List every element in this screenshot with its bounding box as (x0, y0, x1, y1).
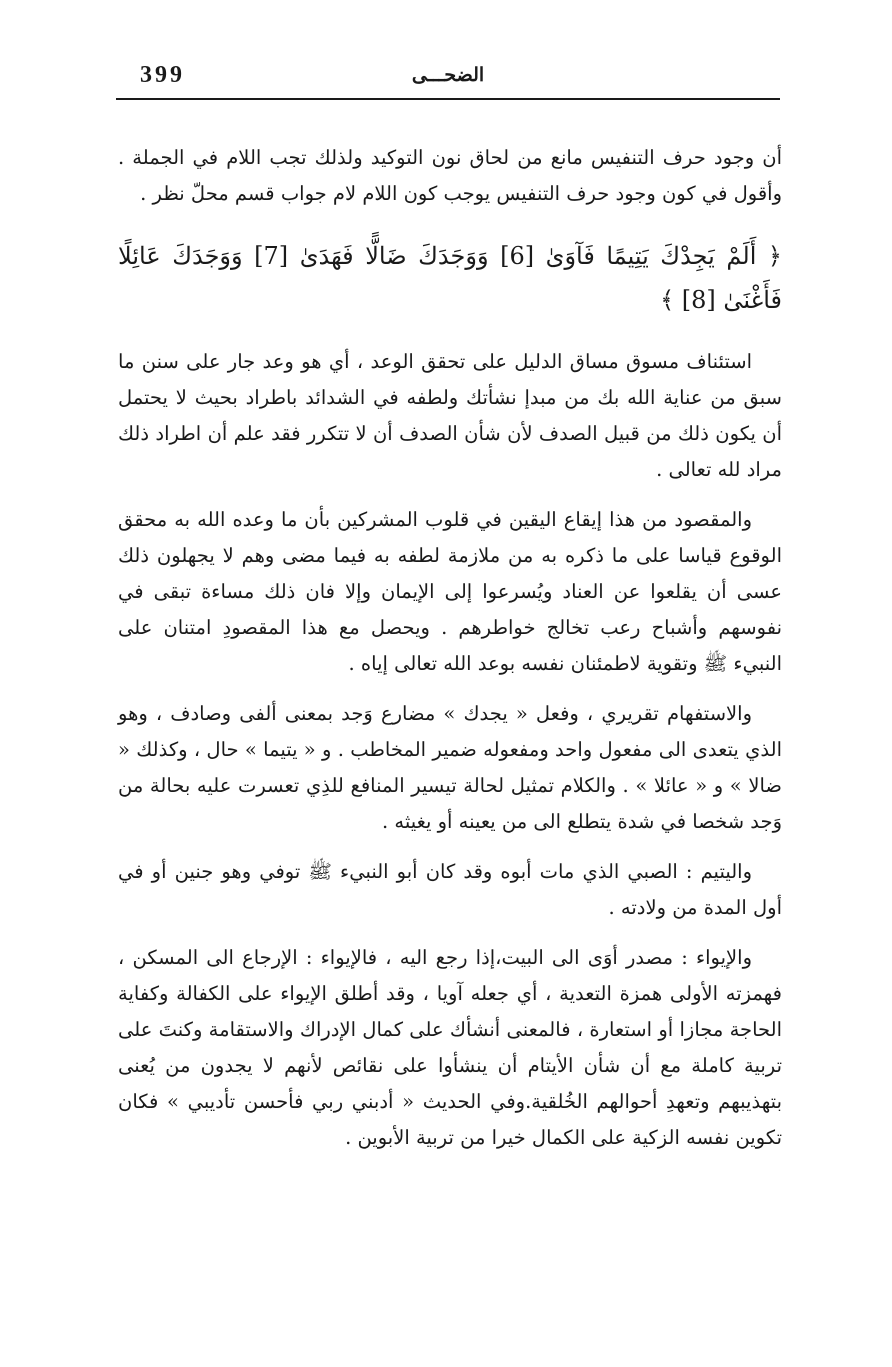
header-rule (116, 98, 780, 100)
page-header (116, 58, 780, 100)
paragraph-6: والإيواء : مصدر أوَى الى البيت،إذا رجع اليه ، فالإيواء : الإرجاع الى المسكن ، فهمزته الأولى همزة التعدية ، أي جعله آويا ، وقد أطلق الإيواء على الكفالة وكفاية الحاجة مجازا أو استعارة ، فالمعنى أنشأك على كمال الإدراك والاستقامة وكنتَ على تربية كاملة مع أن شأن الأيتام أن ينشأوا على نقائص لأنهم لا يجدون من يُعنى بتهذيبهم وتعهدِ أحوالهم الخُلقية.وفي الحديث « أدبني ربي فأحسن تأديبي » فكان تكوين نفسه الزكية على الكمال خيرا من تربية الأبوين . (118, 946, 782, 1149)
paragraph-5: واليتيم : الصبي الذي مات أبوه وقد كان أبو النبيء ﷺ توفي وهو جنين أو في أول المدة من ولادته . (118, 860, 782, 919)
quran-verse: ﴿ أَلَمْ يَجِدْكَ يَتِيمًا فَآوَىٰ [6] وَوَجَدَكَ ضَالًّا فَهَدَىٰ [7] وَوَجَدَكَ عَائِلًا فَأَغْنَىٰ [8] ﴾ (118, 242, 782, 314)
paragraph-3: والمقصود من هذا إيقاع اليقين في قلوب المشركين بأن ما وعده الله به محقق الوقوع قياسا على ما ذكره به من ملازمة لطفه به فيما مضى وهم لا يجهلون ذلك عسى أن يقلعوا عن العناد ويُسرعوا إلى الإيمان وإلا فان ذلك مساءة تبقى في نفوسهم وأشباح رعب تخالج خواطرهم . ويحصل مع هذا المقصودِ امتنان على النبيء ﷺ وتقوية لاطمئنان نفسه بوعد الله تعالى إياه . (118, 508, 782, 675)
page-number: 399 (140, 62, 185, 88)
paragraph-4: والاستفهام تقريري ، وفعل « يجدك » مضارع وَجد بمعنى ألفى وصادف ، وهو الذي يتعدى الى مفعول واحد ومفعوله ضمير المخاطب . و « يتيما » حال ، وكذلك « ضالا » و « عائلا » . والكلام تمثيل لحالة تيسير المنافع للذِي تعسرت عليه بحالة من وَجد شخصا في شدة يتطلع الى من يعينه أو يغيثه . (118, 702, 782, 833)
paragraph-2: استئناف مسوق مساق الدليل على تحقق الوعد ، أي هو وعد جار على سنن ما سبق من عناية الله بك من مبدإ نشأتك ولطفه في الشدائد باطراد بحيث لا يحتمل أن يكون ذلك من قبيل الصدف لأن شأن الصدف أن لا تتكرر فقد علم أن اطراد ذلك مراد لله تعالى . (118, 350, 782, 481)
running-title: الضحـــى (411, 64, 485, 86)
page-body (118, 140, 782, 1156)
paragraph-1: أن وجود حرف التنفيس مانع من لحاق نون التوكيد ولذلك تجب اللام في الجملة . وأقول في كون وجود حرف التنفيس يوجب كون اللام لام جواب قسم محلّ نظر . (118, 146, 782, 205)
